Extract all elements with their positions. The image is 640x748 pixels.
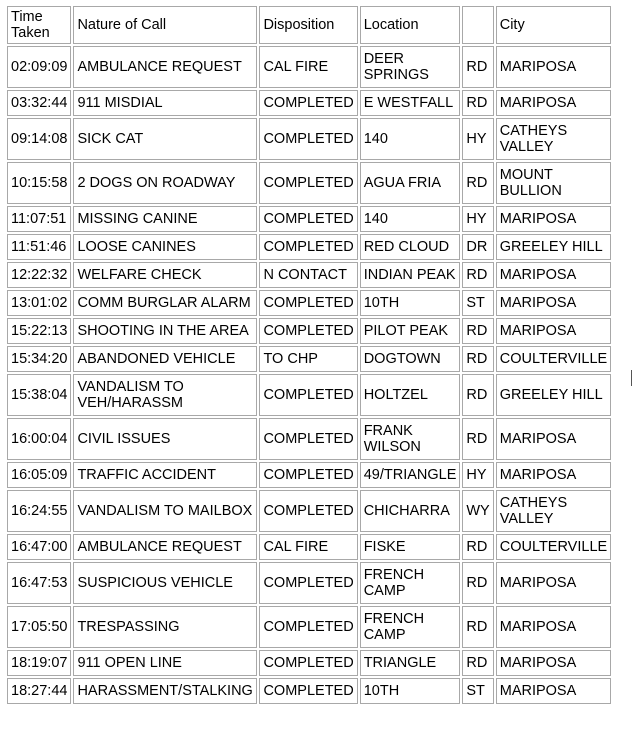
city-cell: MARIPOSA xyxy=(496,678,611,704)
disposition-cell: COMPLETED xyxy=(259,290,357,316)
time-cell: 16:47:53 xyxy=(7,562,71,604)
nature-cell: AMBULANCE REQUEST xyxy=(73,534,257,560)
city-cell: MARIPOSA xyxy=(496,606,611,648)
suffix-cell: ST xyxy=(462,678,493,704)
nature-cell: CIVIL ISSUES xyxy=(73,418,257,460)
location-cell: FRENCH CAMP xyxy=(360,606,461,648)
location-cell: FRENCH CAMP xyxy=(360,562,461,604)
city-cell: MARIPOSA xyxy=(496,90,611,116)
suffix-cell: RD xyxy=(462,534,493,560)
nature-cell: VANDALISM TO MAILBOX xyxy=(73,490,257,532)
nature-cell: TRAFFIC ACCIDENT xyxy=(73,462,257,488)
city-cell: MARIPOSA xyxy=(496,562,611,604)
nature-cell: COMM BURGLAR ALARM xyxy=(73,290,257,316)
table-row xyxy=(7,206,611,232)
location-cell: FRANK WILSON xyxy=(360,418,461,460)
table-row xyxy=(7,418,611,460)
location-cell: CHICHARRA xyxy=(360,490,461,532)
header-row xyxy=(7,6,611,44)
location-cell: AGUA FRIA xyxy=(360,162,461,204)
suffix-cell: RD xyxy=(462,650,493,676)
time-cell: 16:24:55 xyxy=(7,490,71,532)
city-cell: MARIPOSA xyxy=(496,418,611,460)
nature-cell: SHOOTING IN THE AREA xyxy=(73,318,257,344)
nature-cell: 911 OPEN LINE xyxy=(73,650,257,676)
table-row xyxy=(7,562,611,604)
disposition-cell: CAL FIRE xyxy=(259,46,357,88)
time-cell: 16:47:00 xyxy=(7,534,71,560)
time-cell: 16:05:09 xyxy=(7,462,71,488)
time-cell: 15:34:20 xyxy=(7,346,71,372)
city-cell: MARIPOSA xyxy=(496,46,611,88)
table-row xyxy=(7,262,611,288)
time-cell: 16:00:04 xyxy=(7,418,71,460)
disposition-cell: COMPLETED xyxy=(259,418,357,460)
city-cell: CATHEYS VALLEY xyxy=(496,118,611,160)
time-cell: 03:32:44 xyxy=(7,90,71,116)
nature-cell: SICK CAT xyxy=(73,118,257,160)
table-row xyxy=(7,650,611,676)
disposition-cell: COMPLETED xyxy=(259,374,357,416)
suffix-cell: RD xyxy=(462,262,493,288)
location-cell: 10TH xyxy=(360,290,461,316)
call-log-body xyxy=(7,46,611,704)
suffix-cell: ST xyxy=(462,290,493,316)
location-cell: TRIANGLE xyxy=(360,650,461,676)
table-row xyxy=(7,290,611,316)
disposition-cell: COMPLETED xyxy=(259,490,357,532)
time-cell: 18:27:44 xyxy=(7,678,71,704)
disposition-cell: CAL FIRE xyxy=(259,534,357,560)
time-cell: 02:09:09 xyxy=(7,46,71,88)
suffix-cell: RD xyxy=(462,346,493,372)
city-cell: MARIPOSA xyxy=(496,262,611,288)
location-cell: INDIAN PEAK xyxy=(360,262,461,288)
suffix-cell: RD xyxy=(462,562,493,604)
edge-mark xyxy=(631,370,632,386)
time-cell: 11:07:51 xyxy=(7,206,71,232)
disposition-cell: COMPLETED xyxy=(259,650,357,676)
disposition-cell: COMPLETED xyxy=(259,606,357,648)
suffix-cell: WY xyxy=(462,490,493,532)
table-row xyxy=(7,462,611,488)
suffix-cell: HY xyxy=(462,206,493,232)
table-row xyxy=(7,374,611,416)
city-cell: MOUNT BULLION xyxy=(496,162,611,204)
header-time-taken: Time Taken xyxy=(7,6,71,44)
time-cell: 17:05:50 xyxy=(7,606,71,648)
location-cell: 10TH xyxy=(360,678,461,704)
table-row xyxy=(7,90,611,116)
nature-cell: 2 DOGS ON ROADWAY xyxy=(73,162,257,204)
suffix-cell: RD xyxy=(462,318,493,344)
table-row xyxy=(7,606,611,648)
city-cell: GREELEY HILL xyxy=(496,374,611,416)
header-nature-of-call: Nature of Call xyxy=(73,6,257,44)
location-cell: PILOT PEAK xyxy=(360,318,461,344)
suffix-cell: HY xyxy=(462,462,493,488)
time-cell: 09:14:08 xyxy=(7,118,71,160)
city-cell: MARIPOSA xyxy=(496,650,611,676)
location-cell: DEER SPRINGS xyxy=(360,46,461,88)
disposition-cell: COMPLETED xyxy=(259,234,357,260)
header-city: City xyxy=(496,6,611,44)
nature-cell: ABANDONED VEHICLE xyxy=(73,346,257,372)
suffix-cell: RD xyxy=(462,162,493,204)
time-cell: 11:51:46 xyxy=(7,234,71,260)
table-row xyxy=(7,346,611,372)
time-cell: 10:15:58 xyxy=(7,162,71,204)
disposition-cell: COMPLETED xyxy=(259,162,357,204)
city-cell: MARIPOSA xyxy=(496,462,611,488)
table-row xyxy=(7,118,611,160)
time-cell: 15:22:13 xyxy=(7,318,71,344)
suffix-cell: RD xyxy=(462,606,493,648)
suffix-cell: HY xyxy=(462,118,493,160)
table-row xyxy=(7,46,611,88)
call-log-table xyxy=(5,4,613,706)
disposition-cell: COMPLETED xyxy=(259,206,357,232)
table-row xyxy=(7,490,611,532)
location-cell: FISKE xyxy=(360,534,461,560)
location-cell: 49/TRIANGLE xyxy=(360,462,461,488)
nature-cell: HARASSMENT/STALKING xyxy=(73,678,257,704)
header-disposition: Disposition xyxy=(259,6,357,44)
disposition-cell: COMPLETED xyxy=(259,678,357,704)
suffix-cell: DR xyxy=(462,234,493,260)
nature-cell: AMBULANCE REQUEST xyxy=(73,46,257,88)
location-cell: E WESTFALL xyxy=(360,90,461,116)
nature-cell: 911 MISDIAL xyxy=(73,90,257,116)
nature-cell: TRESPASSING xyxy=(73,606,257,648)
location-cell: 140 xyxy=(360,206,461,232)
suffix-cell: RD xyxy=(462,418,493,460)
suffix-cell: RD xyxy=(462,90,493,116)
city-cell: COULTERVILLE xyxy=(496,346,611,372)
disposition-cell: N CONTACT xyxy=(259,262,357,288)
header-location: Location xyxy=(360,6,461,44)
city-cell: COULTERVILLE xyxy=(496,534,611,560)
header-street-suffix xyxy=(462,6,493,44)
location-cell: DOGTOWN xyxy=(360,346,461,372)
suffix-cell: RD xyxy=(462,374,493,416)
nature-cell: WELFARE CHECK xyxy=(73,262,257,288)
location-cell: HOLTZEL xyxy=(360,374,461,416)
location-cell: 140 xyxy=(360,118,461,160)
city-cell: MARIPOSA xyxy=(496,290,611,316)
city-cell: CATHEYS VALLEY xyxy=(496,490,611,532)
disposition-cell: COMPLETED xyxy=(259,90,357,116)
location-cell: RED CLOUD xyxy=(360,234,461,260)
time-cell: 13:01:02 xyxy=(7,290,71,316)
call-log xyxy=(5,4,613,706)
disposition-cell: COMPLETED xyxy=(259,562,357,604)
nature-cell: VANDALISM TO VEH/HARASSM xyxy=(73,374,257,416)
table-row xyxy=(7,234,611,260)
disposition-cell: TO CHP xyxy=(259,346,357,372)
city-cell: MARIPOSA xyxy=(496,318,611,344)
nature-cell: SUSPICIOUS VEHICLE xyxy=(73,562,257,604)
nature-cell: LOOSE CANINES xyxy=(73,234,257,260)
disposition-cell: COMPLETED xyxy=(259,118,357,160)
nature-cell: MISSING CANINE xyxy=(73,206,257,232)
table-row xyxy=(7,678,611,704)
disposition-cell: COMPLETED xyxy=(259,318,357,344)
disposition-cell: COMPLETED xyxy=(259,462,357,488)
city-cell: MARIPOSA xyxy=(496,206,611,232)
city-cell: GREELEY HILL xyxy=(496,234,611,260)
table-row xyxy=(7,534,611,560)
time-cell: 12:22:32 xyxy=(7,262,71,288)
table-row xyxy=(7,318,611,344)
time-cell: 18:19:07 xyxy=(7,650,71,676)
time-cell: 15:38:04 xyxy=(7,374,71,416)
table-row xyxy=(7,162,611,204)
suffix-cell: RD xyxy=(462,46,493,88)
